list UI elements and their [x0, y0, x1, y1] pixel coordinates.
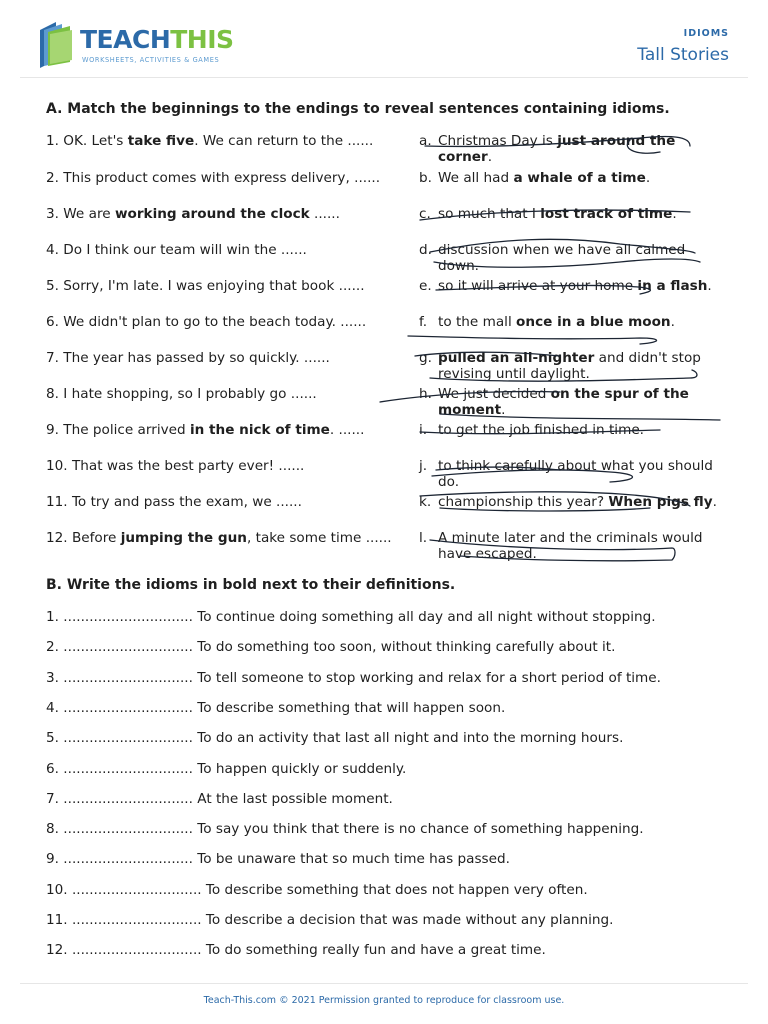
ending-plain: championship this year? — [438, 494, 609, 510]
ending-plain: . — [645, 170, 651, 186]
ending-text — [419, 494, 719, 510]
sentence-beginning — [46, 206, 340, 222]
definition-text: At the last possible moment. — [192, 791, 393, 807]
answer-blank[interactable]: .............................. — [71, 912, 202, 928]
worksheet-category: IDIOMS — [683, 28, 729, 39]
definition-row — [46, 700, 505, 716]
ending-text — [419, 458, 719, 490]
sentence-ending — [419, 314, 719, 330]
ending-plain: so much that I — [438, 206, 541, 222]
definition-text: To do something too soon, without thinking carefully about it. — [192, 639, 616, 655]
item-number: 4. — [46, 700, 64, 716]
definition-row — [46, 942, 546, 958]
footer-copyright: Teach-This.com © 2021 Permission granted to reproduce for classroom use. — [203, 995, 565, 1006]
ending-plain: We just decided — [438, 386, 551, 402]
sentence-ending — [419, 458, 719, 490]
answer-blank[interactable]: .............................. — [71, 942, 202, 958]
beginning-text: , take some time ...... — [246, 530, 392, 546]
beginning-text: 9. The police arrived — [46, 422, 190, 438]
idiom-bold: jumping the gun — [120, 530, 247, 546]
ending-plain: discussion when we have all calmed down. — [438, 242, 686, 274]
ending-text — [419, 314, 719, 330]
idiom-bold: in a flash — [637, 278, 708, 294]
ending-letter: e. — [419, 278, 432, 294]
section-b-heading: B. Write the idioms in bold next to their definitions. — [46, 577, 456, 593]
sentence-ending — [419, 278, 719, 294]
item-number: 6. — [46, 761, 64, 777]
beginning-text: 6. We didn't plan to go to the beach today. ...... — [46, 314, 367, 330]
definition-text: To do something really fun and have a great time. — [201, 942, 546, 958]
sentence-ending — [419, 422, 719, 438]
sentence-ending — [419, 206, 719, 222]
ending-letter: k. — [419, 494, 432, 510]
definition-row — [46, 761, 406, 777]
ending-plain: . — [487, 149, 493, 165]
item-number: 7. — [46, 791, 64, 807]
item-number: 12. — [46, 942, 72, 958]
ending-text — [419, 386, 719, 418]
idiom-bold: lost track of time — [540, 206, 673, 222]
sentence-beginning — [46, 386, 317, 402]
idiom-bold: working around the clock — [114, 206, 310, 222]
item-number: 9. — [46, 851, 64, 867]
ending-letter: c. — [419, 206, 431, 222]
ending-letter: f. — [419, 314, 428, 330]
ending-plain: . — [501, 402, 506, 418]
idiom-bold: in the nick of time — [189, 422, 330, 438]
item-number: 10. — [46, 882, 72, 898]
sentence-beginning — [46, 314, 366, 330]
ending-text — [419, 530, 719, 562]
item-number: 3. — [46, 670, 64, 686]
answer-blank[interactable]: .............................. — [63, 670, 193, 686]
definition-row — [46, 851, 510, 867]
ending-plain: and didn't stop revising until daylight. — [438, 350, 701, 382]
idiom-bold: once in a blue moon — [516, 314, 671, 330]
beginning-text: 8. I hate shopping, so I probably go ...... — [46, 386, 317, 402]
ending-text — [419, 206, 719, 222]
definition-text: To happen quickly or suddenly. — [192, 761, 407, 777]
ending-letter: g. — [419, 350, 432, 366]
ending-plain: Christmas Day is — [438, 133, 558, 149]
idiom-bold: take five — [127, 133, 195, 149]
sentence-beginning — [46, 133, 373, 149]
sentence-beginning — [46, 422, 364, 438]
answer-blank[interactable]: .............................. — [63, 851, 193, 867]
ending-plain: so it will arrive at your home — [438, 278, 638, 294]
sentence-ending — [419, 530, 719, 562]
sentence-ending — [419, 386, 719, 418]
ending-text — [419, 133, 719, 165]
definition-text: To do an activity that last all night and into the morning hours. — [192, 730, 624, 746]
item-number: 2. — [46, 639, 64, 655]
answer-blank[interactable]: .............................. — [63, 730, 193, 746]
answer-blank[interactable]: .............................. — [63, 791, 193, 807]
definition-row — [46, 609, 656, 625]
beginning-text: . ...... — [329, 422, 365, 438]
section-a-heading: A. Match the beginnings to the endings to reveal sentences containing idioms. — [46, 101, 670, 117]
definition-row — [46, 730, 623, 746]
ending-letter: i. — [419, 422, 428, 438]
idiom-bold: pulled an all-nighter — [438, 350, 595, 366]
beginning-text: 2. This product comes with express delivery, ...... — [46, 170, 381, 186]
item-number: 1. — [46, 609, 64, 625]
ending-letter: b. — [419, 170, 432, 186]
beginning-text: 12. Before — [46, 530, 121, 546]
definition-text: To describe something that will happen soon. — [192, 700, 506, 716]
beginning-text: 7. The year has passed by so quickly. ...... — [46, 350, 330, 366]
item-number: 8. — [46, 821, 64, 837]
ending-plain: to the mall — [438, 314, 517, 330]
footer-divider — [20, 983, 748, 984]
ending-text — [419, 422, 719, 438]
sentence-ending — [419, 350, 719, 382]
ending-letter: a. — [419, 133, 432, 149]
ending-text — [419, 170, 719, 186]
ending-letter: d. — [419, 242, 432, 258]
sentence-beginning — [46, 242, 307, 258]
sentence-beginning — [46, 170, 380, 186]
ending-plain: to get the job finished in time. — [438, 422, 644, 438]
sentence-ending — [419, 133, 719, 165]
ending-plain: . — [712, 494, 717, 510]
sentence-beginning — [46, 278, 365, 294]
beginning-text: 10. That was the best party ever! ...... — [46, 458, 305, 474]
definition-row — [46, 670, 661, 686]
beginning-text: 5. Sorry, I'm late. I was enjoying that book ...... — [46, 278, 365, 294]
definition-row — [46, 912, 614, 928]
sentence-ending — [419, 242, 719, 274]
worksheet-title: Tall Stories — [637, 45, 729, 65]
ending-letter: l. — [419, 530, 428, 546]
definition-row — [46, 821, 644, 837]
ending-letter: h. — [419, 386, 432, 402]
ending-plain: . — [707, 278, 712, 294]
sentence-ending — [419, 494, 719, 510]
definition-text: To say you think that there is no chance of something happening. — [192, 821, 644, 837]
idiom-bold: When pigs fly — [608, 494, 713, 510]
beginning-text: 11. To try and pass the exam, we ...... — [46, 494, 302, 510]
definition-row — [46, 791, 393, 807]
beginning-text: . We can return to the ...... — [194, 133, 374, 149]
answer-blank[interactable]: .............................. — [63, 639, 193, 655]
idiom-bold: a whale of a time — [513, 170, 646, 186]
item-number: 11. — [46, 912, 72, 928]
sentence-ending — [419, 170, 719, 186]
beginning-text: 4. Do I think our team will win the ...... — [46, 242, 307, 258]
definition-text: To describe something that does not happen very often. — [201, 882, 588, 898]
ending-text — [419, 242, 719, 274]
beginning-text: 1. OK. Let's — [46, 133, 128, 149]
ending-plain: We all had — [438, 170, 514, 186]
ending-text — [419, 350, 719, 382]
ending-plain: . — [670, 314, 675, 330]
logo-tagline: WORKSHEETS, ACTIVITIES & GAMES — [82, 56, 220, 64]
definition-row — [46, 639, 615, 655]
sentence-beginning — [46, 530, 392, 546]
beginning-text: ...... — [309, 206, 340, 222]
answer-blank[interactable]: .............................. — [63, 609, 193, 625]
ending-letter: j. — [419, 458, 428, 474]
answer-blank[interactable]: .............................. — [63, 700, 193, 716]
ending-plain: . — [672, 206, 677, 222]
ending-plain: to think carefully about what you should do. — [438, 458, 713, 490]
logo-wordmark-this: THIS — [170, 25, 234, 54]
definition-row — [46, 882, 588, 898]
definition-text: To tell someone to stop working and relax for a short period of time. — [192, 670, 661, 686]
sentence-beginning — [46, 350, 330, 366]
answer-blank[interactable]: .............................. — [63, 761, 193, 777]
sentence-beginning — [46, 458, 304, 474]
logo-wordmark-teach: TEACH — [80, 25, 171, 54]
beginning-text: 3. We are — [46, 206, 115, 222]
item-number: 5. — [46, 730, 64, 746]
answer-blank[interactable]: .............................. — [63, 821, 193, 837]
ending-text — [419, 278, 719, 294]
definition-text: To be unaware that so much time has passed. — [192, 851, 510, 867]
definition-text: To continue doing something all day and all night without stopping. — [192, 609, 656, 625]
definition-text: To describe a decision that was made without any planning. — [201, 912, 614, 928]
ending-plain: A minute later and the criminals would have escaped. — [438, 530, 703, 562]
idiom-bold: on the spur of the moment — [438, 386, 689, 418]
idiom-bold: just around the corner — [438, 133, 676, 165]
sentence-beginning — [46, 494, 302, 510]
answer-blank[interactable]: .............................. — [71, 882, 202, 898]
